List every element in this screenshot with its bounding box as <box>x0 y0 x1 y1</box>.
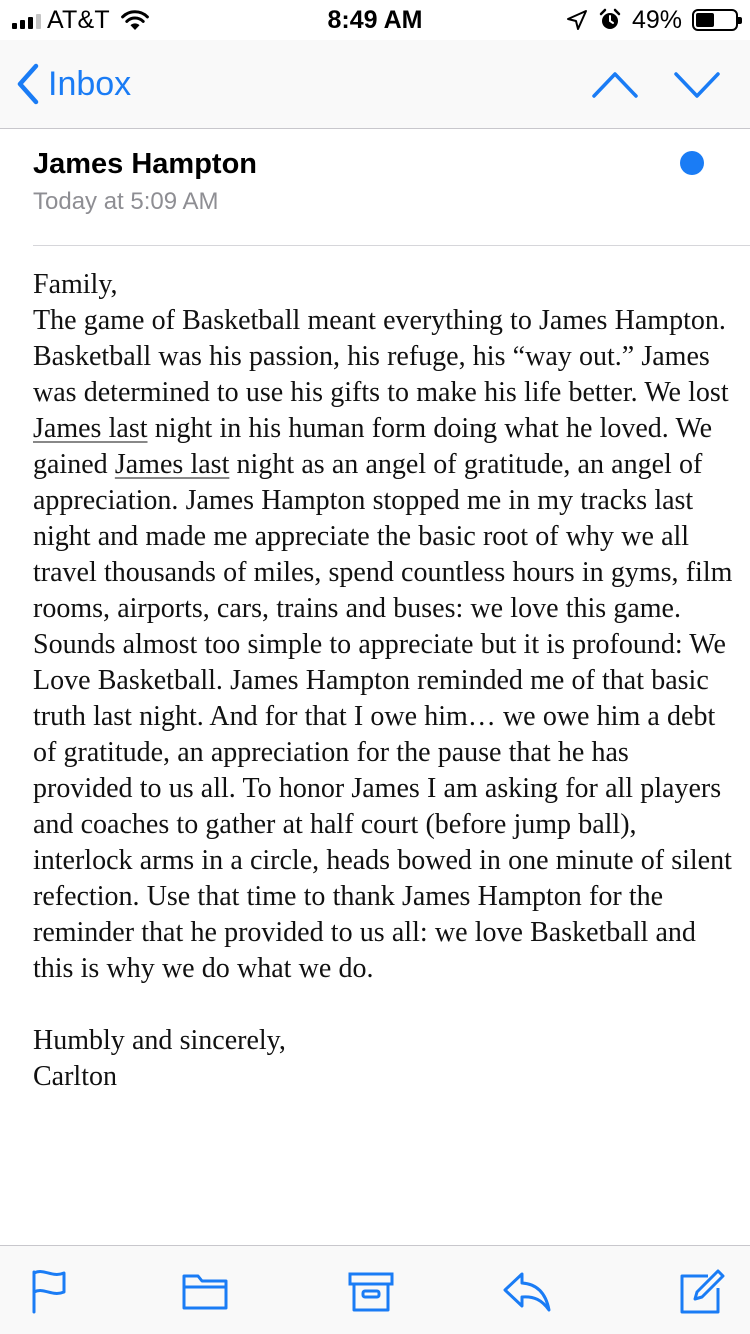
location-icon <box>566 9 588 31</box>
battery-icon <box>692 9 738 31</box>
detected-link[interactable]: James last <box>33 413 148 444</box>
archive-icon <box>346 1268 396 1314</box>
flag-button[interactable] <box>28 1268 78 1314</box>
next-message-button[interactable] <box>672 66 722 102</box>
previous-message-button[interactable] <box>590 66 640 102</box>
status-right <box>566 6 738 34</box>
chevron-down-icon <box>672 66 722 102</box>
chevron-up-icon <box>590 66 640 102</box>
carrier-name: AT&T <box>47 5 110 34</box>
back-button[interactable] <box>14 60 131 108</box>
sender-name[interactable]: James Hampton <box>33 148 258 180</box>
body-text-2: night in his human form doing what he loved. We gained <box>33 413 720 480</box>
compose-icon <box>678 1268 728 1314</box>
archive-button[interactable] <box>346 1268 396 1314</box>
move-to-folder-button[interactable] <box>180 1268 230 1314</box>
body-text-3: night as an angel of gratitude, an angel of appreciation. James Hampton stopped me in my tracks last night and made me appreciate the basic root of why we all travel thousands of miles, spend countless hours in gyms, film rooms, airports, cars, trains and buses: we love this game. Sounds almost too simple to appreciate but it is profound: We Love Basketball. James Hampton reminded me of that basic truth last night. And for that I owe him… we owe him a debt of gratitude, an appreciation for the pause that he has provided to us all. To honor James I am asking for all players and coaches to gather at half court (before jump ball), interlock arms in a circle, heads bowed in one minute of silent refection. Use that time to thank James Hampton for the reminder that he provided to us all: we love Basketball and this is why we do what we do. <box>33 449 740 984</box>
unread-indicator <box>680 151 704 175</box>
greeting: Family, <box>33 269 118 300</box>
back-label: Inbox <box>48 64 132 103</box>
status-time: 8:49 AM <box>327 6 423 34</box>
signature: Carlton <box>33 1061 117 1092</box>
flag-icon <box>28 1268 78 1314</box>
battery-level <box>696 13 714 27</box>
reply-icon <box>502 1268 552 1314</box>
compose-button[interactable] <box>678 1268 728 1314</box>
reply-button[interactable] <box>502 1268 552 1314</box>
message-date: Today at 5:09 AM <box>33 188 219 215</box>
battery-percent: 49% <box>631 5 682 34</box>
status-bar <box>0 0 750 40</box>
body-text-1: The game of Basketball meant everything to James Hampton. Basketball was his passion, his refuge, his “way out.” James was determined to use his gifts to make his life better. We lost <box>33 305 736 408</box>
folder-icon <box>180 1268 230 1314</box>
header-divider <box>33 245 750 246</box>
alarm-icon <box>598 8 622 32</box>
message-header <box>0 130 750 246</box>
detected-link[interactable]: James last <box>114 449 230 480</box>
message-body <box>33 267 740 1095</box>
nav-bar <box>0 40 750 129</box>
closing: Humbly and sincerely, <box>33 1025 286 1056</box>
bottom-toolbar <box>0 1245 750 1334</box>
chevron-left-icon <box>14 62 42 106</box>
